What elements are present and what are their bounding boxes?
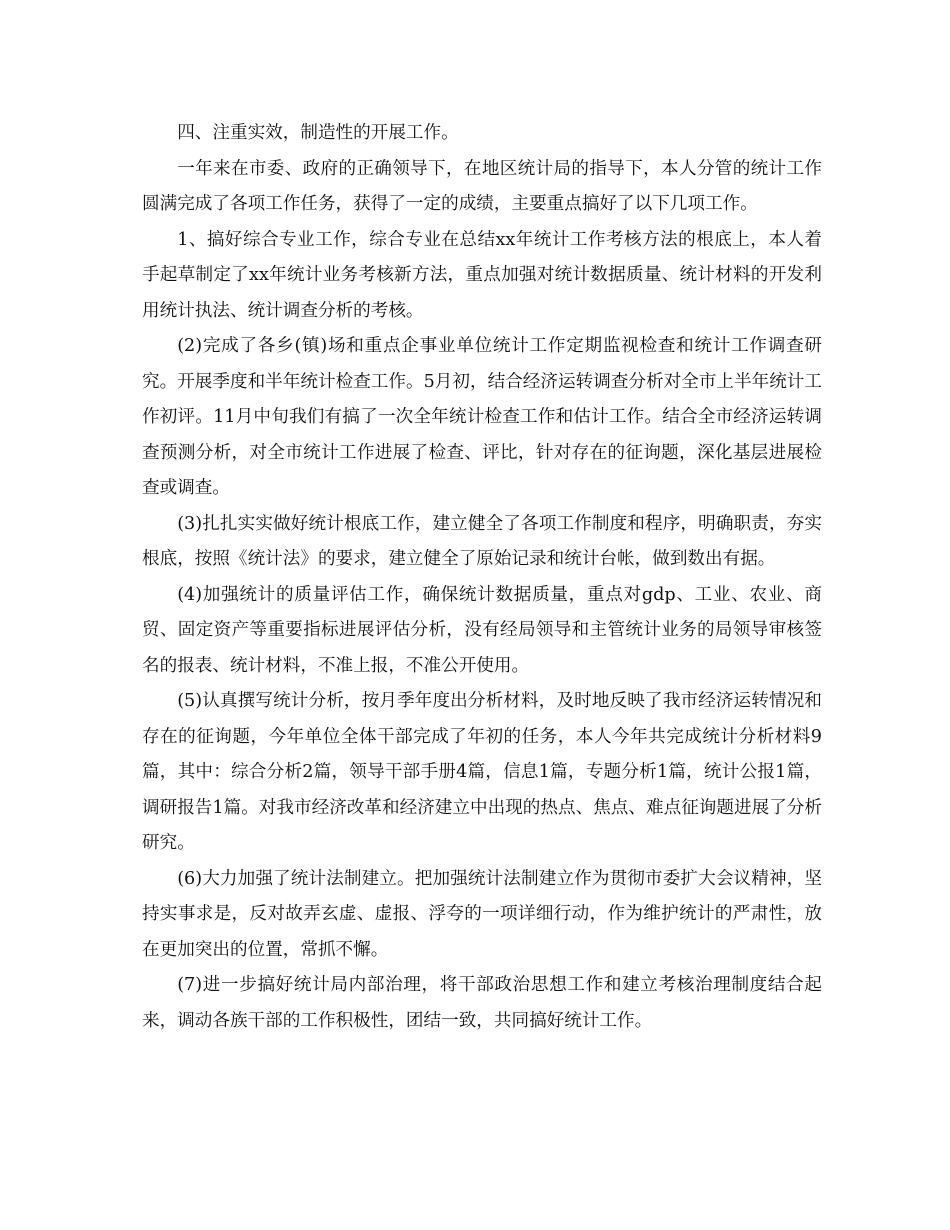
paragraph-item-1: 1、搞好综合专业工作，综合专业在总结xx年统计工作考核方法的根底上，本人着手起草制定了xx年统计业务考核新方法，重点加强对统计数据质量、统计材料的开发利用统计执法、统计调查分析的考核。 bbox=[142, 229, 822, 321]
paragraph-item-7: (7)进一步搞好统计局内部治理，将干部政治思想工作和建立考核治理制度结合起来，调动各族干部的工作积极性，团结一致，共同搞好统计工作。 bbox=[142, 975, 822, 1031]
paragraph-intro: 一年来在市委、政府的正确领导下，在地区统计局的指导下，本人分管的统计工作圆满完成了各项工作任务，获得了一定的成绩，主要重点搞好了以下几项工作。 bbox=[142, 158, 822, 214]
paragraph-item-4: (4)加强统计的质量评估工作，确保统计数据质量，重点对gdp、工业、农业、商贸、固定资产等重要指标进展评估分析，没有经局领导和主管统计业务的局领导审核签名的报表、统计材料，不准上报，不准公开使用。 bbox=[142, 584, 822, 676]
paragraph-item-3: (3)扎扎实实做好统计根底工作，建立健全了各项工作制度和程序，明确职责，夯实根底，按照《统计法》的要求，建立健全了原始记录和统计台帐，做到数出有据。 bbox=[142, 513, 822, 569]
paragraph-item-6: (6)大力加强了统计法制建立。把加强统计法制建立作为贯彻市委扩大会议精神，坚持实事求是，反对故弄玄虚、虚报、浮夸的一项详细行动，作为维护统计的严肃性，放在更加突出的位置，常抓不懈。 bbox=[142, 868, 822, 960]
paragraph-item-5: (5)认真撰写统计分析，按月季年度出分析材料，及时地反映了我市经济运转情况和存在的征询题，今年单位全体干部完成了年初的任务，本人今年共完成统计分析材料9篇，其中：综合分析2篇，领导干部手册4篇，信息1篇，专题分析1篇，统计公报1篇，调研报告1篇。对我市经济改革和经济建立中出现的热点、焦点、难点征询题进展了分析研究。 bbox=[142, 691, 822, 853]
document-body bbox=[142, 116, 822, 1039]
paragraph-item-2: (2)完成了各乡(镇)场和重点企事业单位统计工作定期监视检查和统计工作调查研究。开展季度和半年统计检查工作。5月初，结合经济运转调查分析对全市上半年统计工作初评。11月中旬我们有搞了一次全年统计检查工作和估计工作。结合全市经济运转调查预测分析，对全市统计工作进展了检查、评比，针对存在的征询题，深化基层进展检查或调查。 bbox=[142, 336, 822, 498]
paragraph-section-heading: 四、注重实效，制造性的开展工作。 bbox=[177, 123, 459, 143]
